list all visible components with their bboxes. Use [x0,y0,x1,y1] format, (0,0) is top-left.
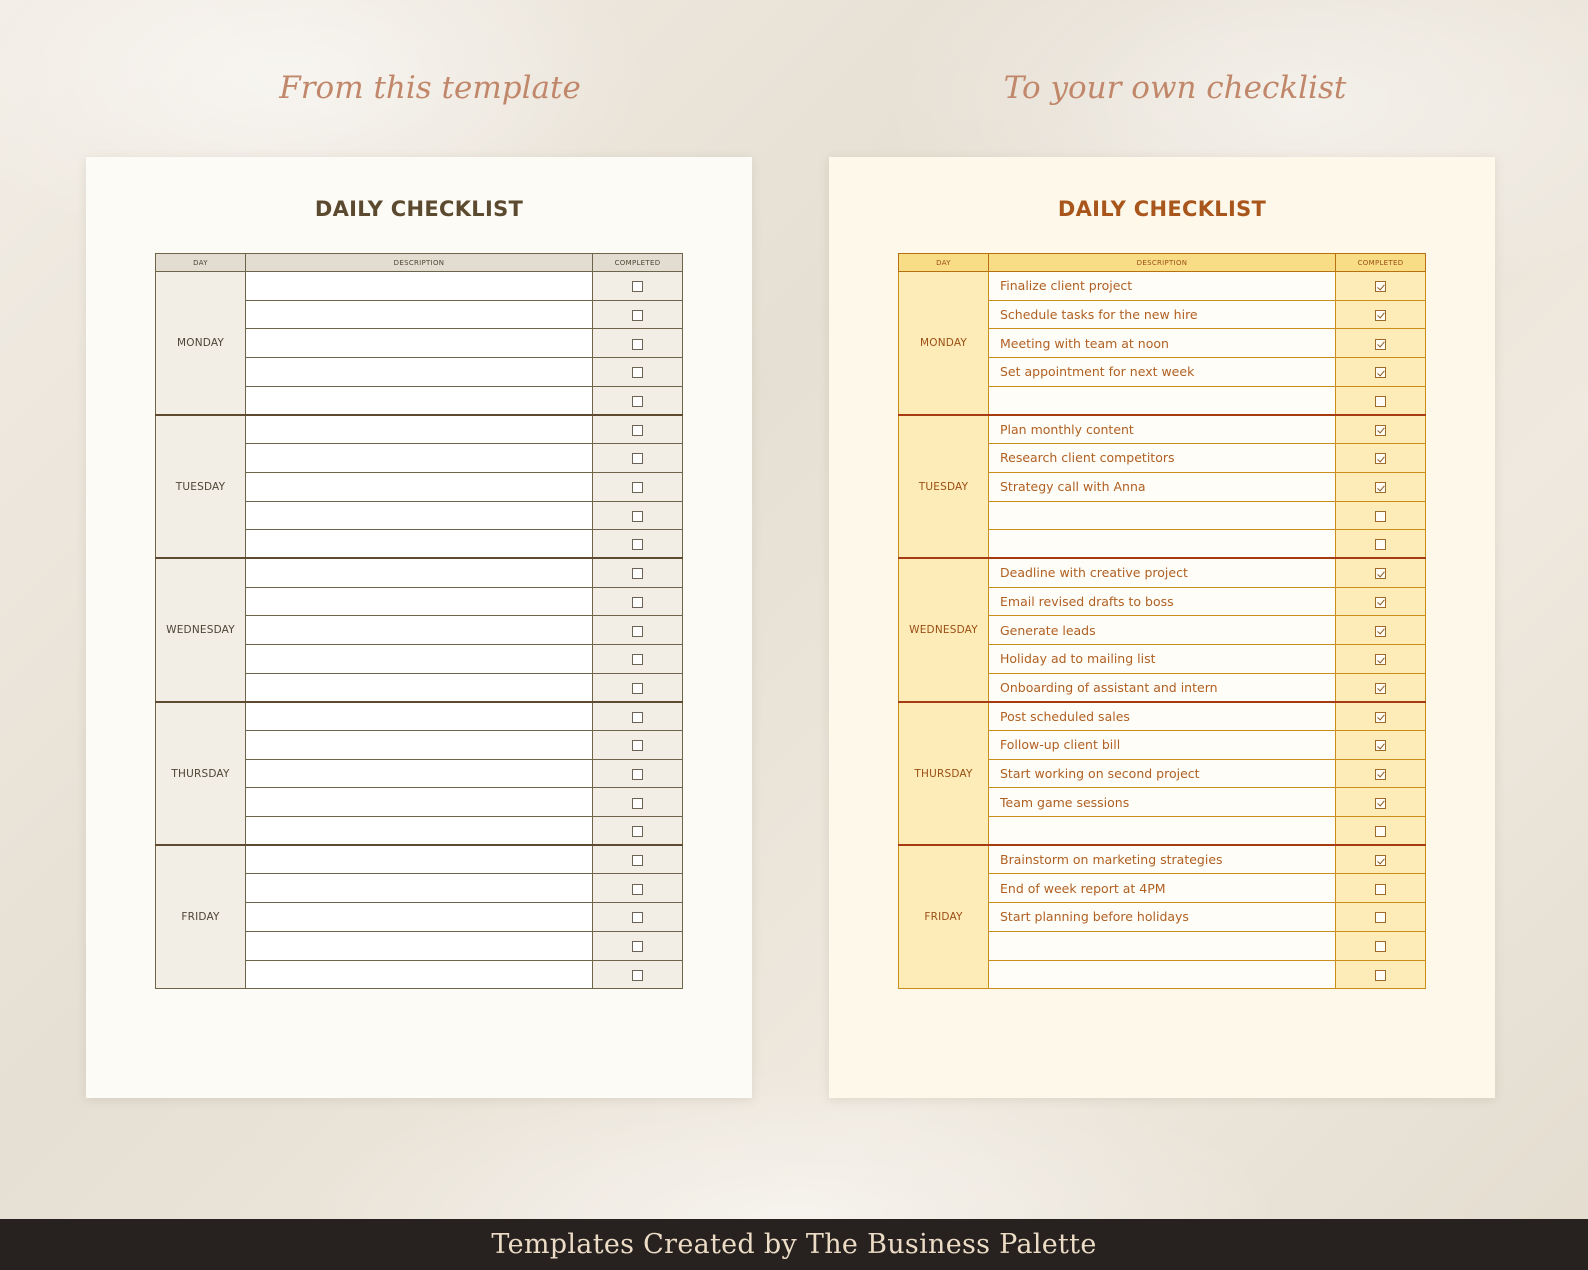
completed-cell [1336,874,1426,903]
completed-cell [593,415,683,444]
task-description[interactable] [246,558,593,587]
empty-checkbox-icon[interactable] [632,884,643,895]
completed-cell [1336,702,1426,731]
task-description[interactable]: Generate leads [989,616,1336,645]
empty-checkbox-icon[interactable] [632,597,643,608]
completed-cell [593,759,683,788]
task-description[interactable]: Email revised drafts to boss [989,587,1336,616]
completed-cell [593,673,683,702]
table-header-row [899,254,1426,272]
completed-cell [593,300,683,329]
completed-cell [593,329,683,358]
task-description[interactable]: Brainstorm on marketing strategies [989,845,1336,874]
table-row [899,415,1426,444]
task-description[interactable] [246,501,593,530]
empty-checkbox-icon[interactable] [632,281,643,292]
filled-sheet [829,157,1495,1098]
empty-checkbox-icon[interactable] [632,339,643,350]
empty-checkbox-icon[interactable] [632,654,643,665]
completed-cell [593,358,683,387]
completed-cell [593,644,683,673]
task-description[interactable] [246,960,593,989]
completed-cell [1336,358,1426,387]
completed-cell [1336,931,1426,960]
completed-cell [1336,329,1426,358]
task-description[interactable]: Deadline with creative project [989,558,1336,587]
table-row [156,272,683,301]
day-label-tuesday: TUESDAY [899,415,989,558]
empty-checkbox-icon[interactable] [632,367,643,378]
empty-checkbox-icon[interactable] [632,855,643,866]
task-description[interactable]: Schedule tasks for the new hire [989,300,1336,329]
completed-cell [593,702,683,731]
completed-cell [1336,817,1426,846]
filled-sheet-title: DAILY CHECKLIST [1057,197,1267,221]
task-description[interactable] [989,931,1336,960]
checked-checkbox-icon[interactable] [1375,482,1386,493]
task-description[interactable] [246,702,593,731]
task-description[interactable] [246,300,593,329]
checked-checkbox-icon[interactable] [1375,453,1386,464]
completed-cell [1336,731,1426,760]
table-row [156,845,683,874]
completed-cell [593,558,683,587]
template-sheet-title: DAILY CHECKLIST [314,197,524,221]
day-label-monday: MONDAY [156,272,246,415]
empty-checkbox-icon[interactable] [632,970,643,981]
footer-banner [0,1219,1588,1270]
completed-cell [593,587,683,616]
completed-cell [593,444,683,473]
empty-checkbox-icon[interactable] [1375,884,1386,895]
empty-checkbox-icon[interactable] [632,941,643,952]
completed-cell [593,960,683,989]
task-description[interactable] [246,530,593,559]
table-row [156,415,683,444]
table-row [899,845,1426,874]
template-checklist-table [155,253,683,989]
task-description[interactable] [246,272,593,301]
footer-credit: Templates Created by The Business Palette [491,1229,1097,1260]
completed-cell [1336,845,1426,874]
task-description[interactable] [246,731,593,760]
checked-checkbox-icon[interactable] [1375,367,1386,378]
day-label-monday: MONDAY [899,272,989,415]
day-label-wednesday: WEDNESDAY [156,558,246,701]
empty-checkbox-icon[interactable] [1375,539,1386,550]
checked-checkbox-icon[interactable] [1375,855,1386,866]
task-description[interactable]: Follow-up client bill [989,731,1336,760]
empty-checkbox-icon[interactable] [632,626,643,637]
task-description[interactable] [246,903,593,932]
task-description[interactable]: Start working on second project [989,759,1336,788]
task-description[interactable] [989,501,1336,530]
task-description[interactable]: Post scheduled sales [989,702,1336,731]
empty-checkbox-icon[interactable] [1375,511,1386,522]
empty-checkbox-icon[interactable] [632,310,643,321]
completed-cell [593,530,683,559]
header-description: DESCRIPTION [246,254,593,272]
completed-cell [1336,558,1426,587]
empty-checkbox-icon[interactable] [1375,912,1386,923]
task-description[interactable] [246,415,593,444]
task-description[interactable] [246,616,593,645]
completed-cell [1336,300,1426,329]
completed-cell [593,731,683,760]
completed-cell [593,788,683,817]
task-description[interactable] [246,644,593,673]
empty-checkbox-icon[interactable] [632,740,643,751]
table-row [156,558,683,587]
task-description[interactable] [246,931,593,960]
day-label-thursday: THURSDAY [156,702,246,845]
empty-checkbox-icon[interactable] [632,683,643,694]
day-label-wednesday: WEDNESDAY [899,558,989,701]
day-label-friday: FRIDAY [156,845,246,988]
task-description[interactable]: Plan monthly content [989,415,1336,444]
table-row [899,558,1426,587]
checked-checkbox-icon[interactable] [1375,568,1386,579]
table-row [899,702,1426,731]
checked-checkbox-icon[interactable] [1375,798,1386,809]
completed-cell [593,874,683,903]
task-description[interactable] [246,472,593,501]
header-completed: COMPLETED [1336,254,1426,272]
caption-to-checklist: To your own checklist [1003,70,1347,106]
completed-cell [1336,788,1426,817]
completed-cell [1336,272,1426,301]
task-description[interactable]: Team game sessions [989,788,1336,817]
checked-checkbox-icon[interactable] [1375,740,1386,751]
checked-checkbox-icon[interactable] [1375,425,1386,436]
completed-cell [1336,587,1426,616]
checked-checkbox-icon[interactable] [1375,712,1386,723]
checked-checkbox-icon[interactable] [1375,683,1386,694]
empty-checkbox-icon[interactable] [632,712,643,723]
completed-cell [593,501,683,530]
checked-checkbox-icon[interactable] [1375,626,1386,637]
task-description[interactable] [989,530,1336,559]
empty-checkbox-icon[interactable] [1375,396,1386,407]
task-description[interactable]: Meeting with team at noon [989,329,1336,358]
day-label-friday: FRIDAY [899,845,989,988]
header-description: DESCRIPTION [989,254,1336,272]
task-description[interactable] [246,587,593,616]
header-day: DAY [899,254,989,272]
completed-cell [593,903,683,932]
checked-checkbox-icon[interactable] [1375,597,1386,608]
task-description[interactable] [246,444,593,473]
table-row [899,272,1426,301]
completed-cell [593,386,683,415]
completed-cell [1336,960,1426,989]
completed-cell [1336,530,1426,559]
task-description[interactable] [246,673,593,702]
empty-checkbox-icon[interactable] [1375,970,1386,981]
task-description[interactable]: Finalize client project [989,272,1336,301]
completed-cell [1336,501,1426,530]
completed-cell [593,817,683,846]
empty-checkbox-icon[interactable] [632,396,643,407]
day-label-thursday: THURSDAY [899,702,989,845]
completed-cell [1336,903,1426,932]
completed-cell [1336,472,1426,501]
empty-checkbox-icon[interactable] [1375,826,1386,837]
task-description[interactable] [246,817,593,846]
task-description[interactable] [246,874,593,903]
task-description[interactable]: Start planning before holidays [989,903,1336,932]
empty-checkbox-icon[interactable] [632,826,643,837]
task-description[interactable]: End of week report at 4PM [989,874,1336,903]
task-description[interactable] [989,960,1336,989]
completed-cell [1336,759,1426,788]
task-description[interactable]: Holiday ad to mailing list [989,644,1336,673]
checked-checkbox-icon[interactable] [1375,339,1386,350]
empty-checkbox-icon[interactable] [632,539,643,550]
completed-cell [593,616,683,645]
task-description[interactable] [246,845,593,874]
task-description[interactable] [989,386,1336,415]
empty-checkbox-icon[interactable] [632,769,643,780]
task-description[interactable]: Onboarding of assistant and intern [989,673,1336,702]
header-completed: COMPLETED [593,254,683,272]
task-description[interactable] [246,358,593,387]
checked-checkbox-icon[interactable] [1375,769,1386,780]
empty-checkbox-icon[interactable] [632,482,643,493]
empty-checkbox-icon[interactable] [632,425,643,436]
completed-cell [593,931,683,960]
empty-checkbox-icon[interactable] [632,798,643,809]
task-description[interactable]: Strategy call with Anna [989,472,1336,501]
completed-cell [1336,616,1426,645]
completed-cell [593,472,683,501]
empty-checkbox-icon[interactable] [632,511,643,522]
checked-checkbox-icon[interactable] [1375,654,1386,665]
completed-cell [593,845,683,874]
checked-checkbox-icon[interactable] [1375,281,1386,292]
empty-checkbox-icon[interactable] [632,912,643,923]
completed-cell [1336,386,1426,415]
template-sheet [86,157,752,1098]
task-description[interactable] [989,817,1336,846]
caption-from-template: From this template [279,70,581,106]
empty-checkbox-icon[interactable] [632,453,643,464]
task-description[interactable] [246,759,593,788]
empty-checkbox-icon[interactable] [1375,941,1386,952]
table-row [156,702,683,731]
day-label-tuesday: TUESDAY [156,415,246,558]
task-description[interactable]: Research client competitors [989,444,1336,473]
completed-cell [1336,444,1426,473]
task-description[interactable] [246,329,593,358]
empty-checkbox-icon[interactable] [632,568,643,579]
task-description[interactable]: Set appointment for next week [989,358,1336,387]
filled-checklist-table [898,253,1426,989]
task-description[interactable] [246,788,593,817]
completed-cell [1336,644,1426,673]
checked-checkbox-icon[interactable] [1375,310,1386,321]
completed-cell [1336,673,1426,702]
header-day: DAY [156,254,246,272]
completed-cell [593,272,683,301]
task-description[interactable] [246,386,593,415]
table-header-row [156,254,683,272]
completed-cell [1336,415,1426,444]
